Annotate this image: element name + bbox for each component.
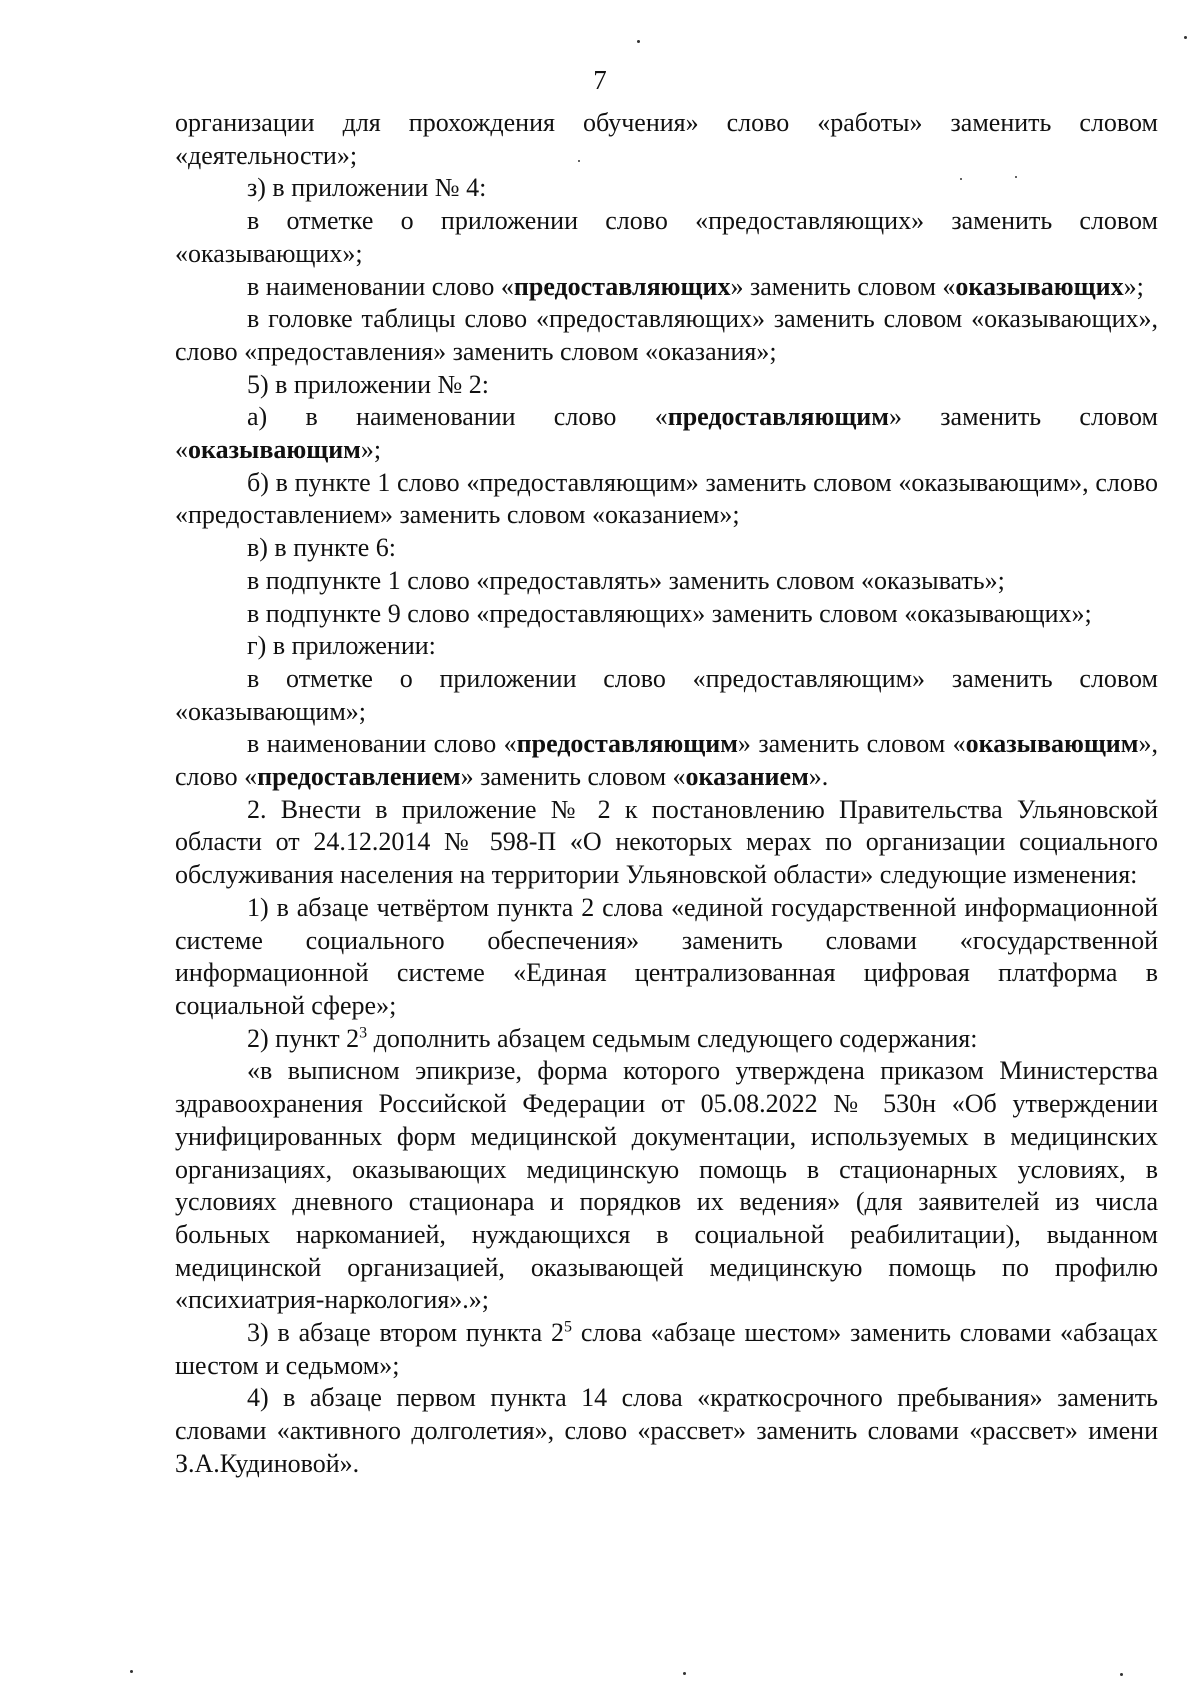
superscript: 3 xyxy=(359,1024,368,1042)
paragraph-point-4: 4) в абзаце первом пункта 14 слова «краткосрочного пребывания» заменить словами «активного долголетия», слово «рассвет» заменить словами «рассвет» имени З.А.Кудиновой». xyxy=(175,1383,1158,1478)
text-run: а) в наименовании слово « xyxy=(247,402,668,432)
paragraph-item-b: б) в пункте 1 слово «предоставляющим» заменить словом «оказывающим», слово «предоставлением» заменить словом «оказанием»; xyxy=(175,467,1158,530)
text-run: », слово « xyxy=(175,729,1158,792)
superscript: 5 xyxy=(564,1318,573,1336)
paragraph-item-z: з) в приложении № 4: xyxy=(247,173,487,203)
text-run: » заменить словом « xyxy=(730,271,956,301)
text-run: 3) в абзаце втором пункта 2 xyxy=(247,1318,565,1348)
text-run: в наименовании слово « xyxy=(247,271,514,301)
paragraph-item-g: г) в приложении: xyxy=(247,631,436,661)
scan-speck xyxy=(578,160,580,162)
paragraph-name-change xyxy=(175,271,1158,304)
text-run: в наименовании слово « xyxy=(247,729,517,759)
bold-word: предоставляющих xyxy=(513,271,731,301)
paragraph-item-5: 5) в приложении № 2: xyxy=(247,369,490,399)
paragraph-annex-mark: в отметке о приложении слово «предоставляющих» заменить словом «оказывающих»; xyxy=(175,206,1158,268)
bold-word: предоставляющим xyxy=(667,402,889,432)
bold-word: предоставляющим xyxy=(516,729,738,759)
page-number: 7 xyxy=(593,65,607,95)
paragraph-point-2 xyxy=(175,1023,1158,1056)
text-run: » заменить словом « xyxy=(175,402,1158,465)
scan-speck xyxy=(1015,176,1017,178)
paragraph-name-change-2 xyxy=(175,728,1158,793)
paragraph-item-a xyxy=(175,401,1158,466)
text-run: 2) пункт 2 xyxy=(247,1023,360,1053)
paragraph-subitem-9: в подпункте 9 слово «предоставляющих» заменить словом «оказывающих»; xyxy=(247,598,1092,628)
text-run: ». xyxy=(808,762,829,792)
paragraph-item-v: в) в пункте 6: xyxy=(247,533,396,563)
scan-speck xyxy=(1184,36,1187,39)
scan-speck xyxy=(1120,1673,1123,1676)
text-run: слова «абзаце шестом» заменить словами «абзацах шестом и седьмом»; xyxy=(175,1318,1158,1380)
paragraph-section-2: 2. Внести в приложение № 2 к постановлению Правительства Ульяновской области от 24.12.2014 № 598-П «О некоторых мерах по организации социального обслуживания населения на территории Ульяновской области» следующие изменения: xyxy=(175,794,1158,890)
scan-speck xyxy=(130,1670,133,1673)
text-run: »; xyxy=(360,435,382,465)
bold-word: оказанием xyxy=(685,762,809,792)
bold-word: предоставлением xyxy=(257,762,461,792)
text-run: » заменить словом « xyxy=(737,729,966,759)
text-run: » заменить словом « xyxy=(460,762,686,792)
scan-speck xyxy=(683,1672,686,1675)
bold-word: оказывающим xyxy=(188,435,361,465)
text-run: дополнить абзацем седьмым следующего содержания: xyxy=(367,1023,978,1053)
paragraph-quoted-insert: «в выписном эпикризе, форма которого утверждена приказом Министерства здравоохранения Российской Федерации от 05.08.2022 № 530н «Об утверждении унифицированных форм медицинской документации, используемых в медицинских организациях, оказывающих медицинскую помощь в стационарных условиях, в условиях дневного стационара и порядков их ведения» (для заявителей из числа больных наркоманией, нуждающихся в социальной реабилитации), выданном медицинской организацией, оказывающей медицинскую помощь по профилю «психиатрия-наркология».»; xyxy=(175,1056,1158,1315)
paragraph-table-header: в головке таблицы слово «предоставляющих» заменить словом «оказывающих», слово «предоставления» заменить словом «оказания»; xyxy=(175,304,1158,366)
paragraph-subitem-1: в подпункте 1 слово «предоставлять» заменить словом «оказывать»; xyxy=(247,565,1005,595)
paragraph-continuation: организации для прохождения обучения» слово «работы» заменить словом «деятельности»; xyxy=(175,108,1158,170)
paragraph-point-3 xyxy=(175,1317,1158,1382)
document-body xyxy=(175,107,1158,1481)
paragraph-point-1: 1) в абзаце четвёртом пункта 2 слова «единой государственной информационной системе социального обеспечения» заменить словами «государственной информационной системе «Единая централизованная цифровая платформа в социальной сфере»; xyxy=(175,892,1158,1020)
paragraph-annex-mark-2: в отметке о приложении слово «предоставляющим» заменить словом «оказывающим»; xyxy=(175,663,1158,726)
scan-speck xyxy=(637,40,640,43)
scan-speck xyxy=(960,178,962,180)
text-run: »; xyxy=(1123,271,1144,301)
bold-word: оказывающих xyxy=(955,271,1124,301)
bold-word: оказывающим xyxy=(965,729,1139,759)
